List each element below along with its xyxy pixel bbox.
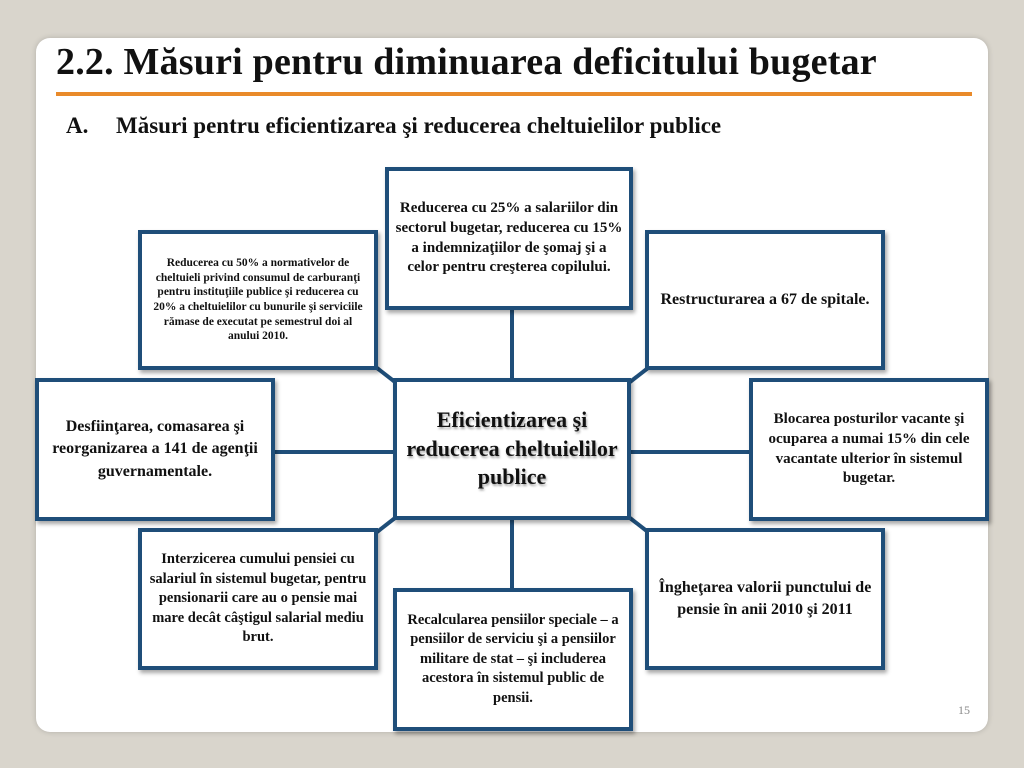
measure-box-top-right	[645, 230, 885, 370]
measure-text-right: Blocarea posturilor vacante şi ocuparea a numai 15% din cele vacantate ulterior în sistemul bugetar.	[768, 410, 970, 487]
connector-top-right	[630, 368, 648, 382]
measure-text-top-left: Reducerea cu 50% a normativelor de cheltuieli privind consumul de carburanţi pentru instituţiile publice şi reducerea cu 20% a cheltuielilor cu bunurile şi serviciile rămase de executat pe semestrul doi al anului 2010.	[153, 256, 363, 343]
measure-text-left: Desfiinţarea, comasarea şi reorganizarea a 141 de agenţii guvernamentale.	[52, 418, 258, 480]
subtitle-text: Măsuri pentru eficientizarea şi reducerea cheltuielilor publice	[116, 113, 722, 138]
measure-text-bottom-right: Îngheţarea valorii punctului de pensie în anii 2010 şi 2011	[658, 578, 872, 618]
measure-text-top: Reducerea cu 25% a salariilor din sectorul bugetar, reducerea cu 15% a indemnizaţiilor de şomaj şi a celor pentru creşterea copilului.	[395, 199, 623, 276]
measure-box-top	[385, 167, 633, 310]
measure-text-bottom: Recalcularea pensiilor speciale – a pensiilor de serviciu şi a pensiilor militare de stat – şi includerea acestora în sistemul public de pensii.	[407, 611, 619, 706]
measure-box-bottom	[393, 588, 633, 731]
measure-box-bottom-left	[138, 528, 378, 670]
measure-box-left	[35, 378, 275, 521]
measure-text-bottom-left: Interzicerea cumului pensiei cu salariul în sistemul bugetar, pentru pensionarii care au o pensie mai mare decât câştigul salarial mediu brut.	[149, 551, 367, 646]
page-number: 15	[958, 703, 970, 717]
connector-bottom-left	[377, 518, 395, 532]
measure-text-top-right: Restructurarea a 67 de spitale.	[660, 290, 870, 308]
measure-box-top-left	[138, 230, 378, 370]
slide-title: 2.2. Măsuri pentru diminuarea deficitului bugetar	[56, 41, 877, 83]
central-topic-box	[393, 378, 631, 520]
measure-box-bottom-right	[645, 528, 885, 670]
central-topic-text: Eficientizarea şi reducerea cheltuielilor publice	[406, 407, 618, 490]
measure-box-right	[749, 378, 989, 521]
subtitle-letter: A.	[66, 113, 89, 138]
